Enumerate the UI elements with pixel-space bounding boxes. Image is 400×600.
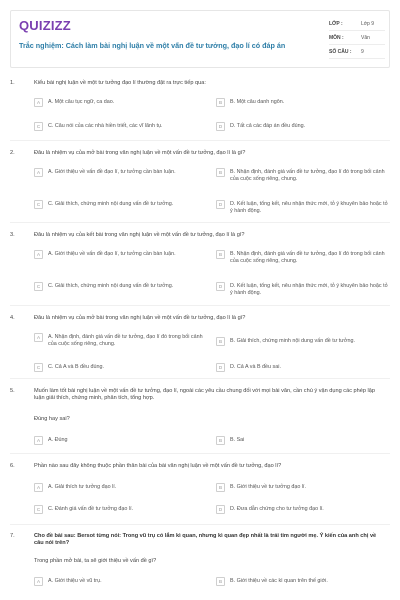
worksheet-header <box>10 10 390 68</box>
option-text: D. Cả A và B đều sai. <box>230 364 281 370</box>
option-text: D. Đưa dẫn chứng cho tư tưởng đạo lí. <box>230 506 324 512</box>
divider <box>10 222 390 223</box>
option-letter-box: D <box>216 200 225 209</box>
meta-label: LỚP : <box>329 21 343 27</box>
meta-row-subject <box>329 31 385 45</box>
question-number: 5. <box>10 388 15 394</box>
option-letter-box: A <box>34 168 43 177</box>
question-subtext: Đúng hay sai? <box>34 416 70 422</box>
option-text: B. Giải thích, chứng minh nội dung vấn đề tư tưởng. <box>230 338 355 344</box>
question-subtext: Trong phần mở bài, ta sẽ giới thiệu về vấn đề gì? <box>34 558 157 564</box>
option-letter-box: C <box>34 200 43 209</box>
option-letter-box: B <box>216 98 225 107</box>
option-text: A. Giới thiệu về vấn đề đạo lí, tư tưởng cần bàn luận. <box>48 169 176 175</box>
option-text: A. Giới thiệu về vũ trụ. <box>48 578 102 584</box>
meta-row-count <box>329 45 385 59</box>
meta-info <box>329 17 385 59</box>
question-text: Đâu là nhiệm vụ của mở bài trong văn nghị luận về một vấn đề tư tưởng, đạo lí là gì? <box>34 150 246 156</box>
question-text: Đâu là nhiệm vụ của kết bài trong văn nghị luận về một vấn đề tư tưởng, đạo lí là gì? <box>34 232 245 238</box>
question-text: Cho đề bài sau: Bersot từng nói: Trong vũ trụ có lắm kì quan, nhưng kì quan đẹp nhất là trái tim người mẹ. Ý kiến của anh chị về câu nói trên? <box>34 533 377 547</box>
option-text: C. Đánh giá vấn đề tư tưởng đạo lí. <box>48 506 134 512</box>
option-letter-box: B <box>216 250 225 259</box>
divider <box>10 305 390 306</box>
option-letter-box: D <box>216 363 225 372</box>
meta-value: 9 <box>361 49 364 55</box>
question-number: 4. <box>10 315 15 321</box>
option-text: B. Giới thiệu về các kì quan trên thế giới. <box>230 578 328 584</box>
meta-label: MÔN : <box>329 35 344 41</box>
question-text: Phần nào sau đây không thuộc phần thân bài của bài văn nghị luận về một vấn đề tư tưởng, đạo lí? <box>34 463 282 469</box>
meta-label: SỐ CÂU : <box>329 49 352 55</box>
question-number: 2. <box>10 150 15 156</box>
meta-row-class <box>329 17 385 31</box>
meta-value: Lớp 9 <box>361 21 375 27</box>
option-letter-box: D <box>216 282 225 291</box>
option-letter-box: A <box>34 577 43 586</box>
option-letter-box: C <box>34 505 43 514</box>
option-text: A. Giới thiệu về vấn đề đạo lí, tư tưởng cần bàn luận. <box>48 251 176 257</box>
option-letter-box: C <box>34 282 43 291</box>
option-letter-box: B <box>216 168 225 177</box>
question-text: Kiểu bài nghị luận về một tư tưởng đạo lí thường đặt ra trực tiếp qua: <box>34 80 206 86</box>
option-text: A. Một câu tục ngữ, ca dao. <box>48 99 115 105</box>
option-text: B. Một câu danh ngôn. <box>230 99 285 105</box>
option-letter-box: C <box>34 122 43 131</box>
divider <box>10 140 390 141</box>
question-number: 1. <box>10 80 15 86</box>
question-text: Đâu là nhiệm vụ của mở bài trong văn nghị luận về một vấn đề tư tưởng, đạo lí là gì? <box>34 315 246 321</box>
option-text: C. Giải thích, chứng minh nội dung vấn đề tư tưởng. <box>48 201 174 207</box>
option-text: C. Câu nói của các nhà hiền triết, các vĩ lãnh tụ. <box>48 123 163 129</box>
option-letter-box: D <box>216 122 225 131</box>
option-text: C. Cả A và B đều đúng. <box>48 364 105 370</box>
option-letter-box: C <box>34 363 43 372</box>
option-letter-box: B <box>216 483 225 492</box>
option-letter-box: A <box>34 98 43 107</box>
option-text: B. Sai <box>230 437 245 443</box>
option-text: C. Giải thích, chứng minh nội dung vấn đề tư tưởng. <box>48 283 174 289</box>
option-letter-box: A <box>34 436 43 445</box>
option-text: D. Kết luận, tổng kết, nêu nhận thức mới, tỏ ý khuyên bảo hoặc tỏ ý hành động. <box>230 201 388 214</box>
option-text: D. Kết luận, tổng kết, nêu nhận thức mới, tỏ ý khuyên bảo hoặc tỏ ý hành động. <box>230 283 388 296</box>
divider <box>10 378 390 379</box>
option-letter-box: B <box>216 577 225 586</box>
option-text: A. Đúng <box>48 437 68 443</box>
question-number: 3. <box>10 232 15 238</box>
option-text: A. Giải thích tư tưởng đạo lí. <box>48 484 117 490</box>
divider <box>10 524 390 525</box>
divider <box>10 453 390 454</box>
question-number: 6. <box>10 463 15 469</box>
option-text: A. Nhận định, đánh giá vấn đề tư tưởng, đạo lí đó trong bối cảnh của cuộc sống riêng, chung. <box>48 334 203 347</box>
option-text: B. Nhận định, đánh giá vấn đề tư tưởng, đạo lí đó trong bối cảnh của cuộc sống riêng, chung. <box>230 251 385 264</box>
option-letter-box: A <box>34 483 43 492</box>
option-letter-box: A <box>34 250 43 259</box>
quizizz-logo: QUIZIZZ <box>19 18 71 33</box>
option-text: B. Giới thiệu về tư tưởng đạo lí. <box>230 484 307 490</box>
option-letter-box: A <box>34 333 43 342</box>
option-text: D. Tất cả các đáp án đều đúng. <box>230 123 306 129</box>
option-text: B. Nhận định, đánh giá vấn đề tư tưởng, đạo lí đó trong bối cảnh của cuộc sống riêng, chung. <box>230 169 385 182</box>
worksheet-title: Trắc nghiệm: Cách làm bài nghị luận về một vấn đề tư tưởng, đạo lí có đáp án <box>19 41 286 50</box>
option-letter-box: B <box>216 436 225 445</box>
meta-value: Văn <box>361 35 370 41</box>
option-letter-box: B <box>216 337 225 346</box>
question-number: 7. <box>10 533 15 539</box>
option-letter-box: D <box>216 505 225 514</box>
question-text: Muốn làm tốt bài nghị luận về một vấn đề tư tưởng, đạo lí, ngoài các yêu cầu chung đối với mọi bài văn, cần chú ý vận dụng các phép lập luận giải thích, chứng minh, phân tích, tổng hợp. <box>34 388 376 402</box>
